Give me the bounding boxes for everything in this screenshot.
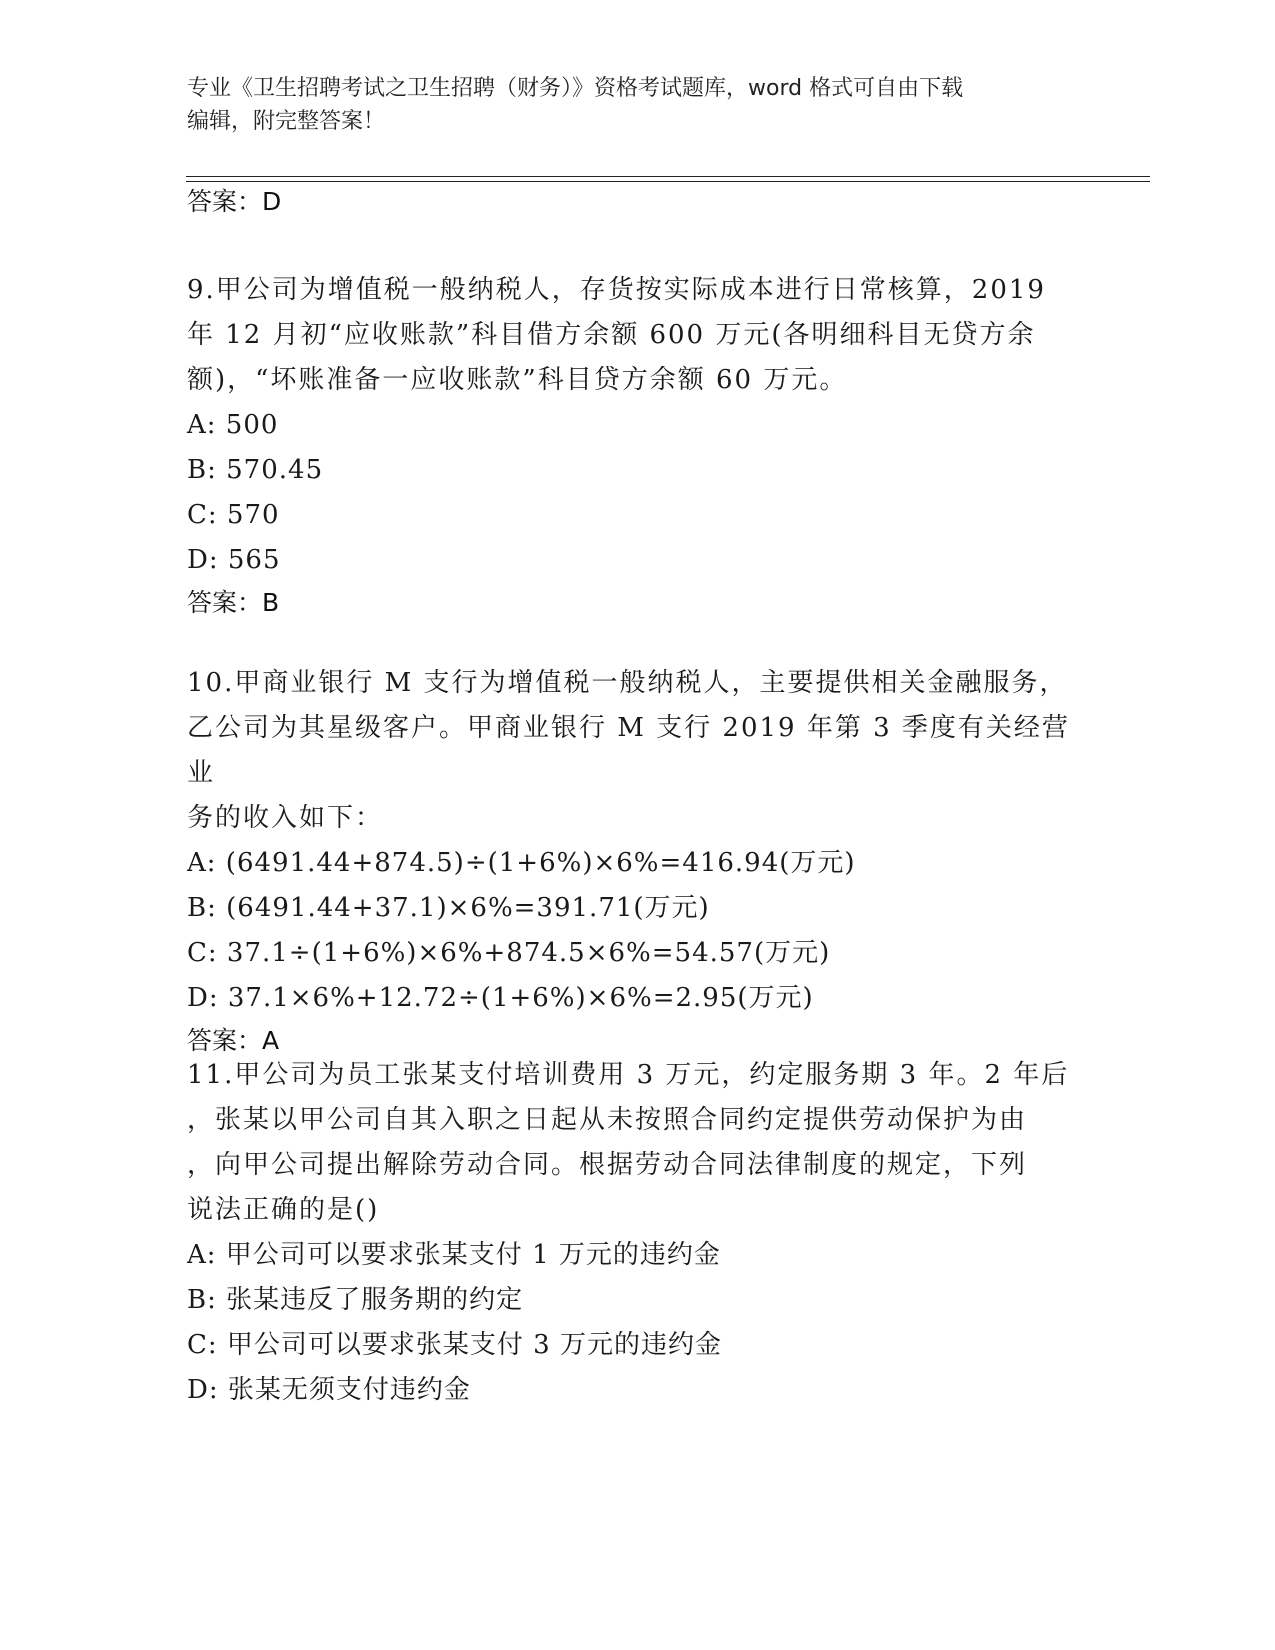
question-9-option-a: A: 500 (187, 410, 279, 440)
question-9-stem-line: 9.甲公司为增值税一般纳税人，存货按实际成本进行日常核算，2019 (187, 275, 1046, 305)
question-10-option-c: C: 37.1÷(1+6%)×6%+874.5×6%=54.57(万元) (187, 938, 831, 968)
header-divider (186, 176, 1150, 182)
question-11-option-d: D: 张某无须支付违约金 (187, 1375, 471, 1405)
header-line-2: 编辑，附完整答案！ (187, 109, 386, 134)
question-10-option-a: A: (6491.44+874.5)÷(1+6%)×6%=416.94(万元) (187, 848, 856, 878)
question-11-stem-line: ，张某以甲公司自其入职之日起从未按照合同约定提供劳动保护为由 (187, 1105, 1028, 1135)
question-11-stem-line: 说法正确的是() (187, 1195, 380, 1225)
question-11-option-a: A: 甲公司可以要求张某支付 1 万元的违约金 (187, 1240, 721, 1270)
question-9-stem-line: 额)，“坏账准备一应收账款”科目贷方余额 60 万元。 (187, 365, 848, 395)
question-11-stem-line: 11.甲公司为员工张某支付培训费用 3 万元，约定服务期 3 年。2 年后 (187, 1060, 1070, 1090)
question-10-answer: 答案：A (187, 1026, 280, 1055)
question-9-option-d: D: 565 (187, 545, 281, 575)
question-10-stem-line: 乙公司为其星级客户。甲商业银行 M 支行 2019 年第 3 季度有关经营业 (187, 713, 1070, 788)
question-10-stem-line: 务的收入如下： (187, 803, 384, 833)
question-10-option-b: B: (6491.44+37.1)×6%=391.71(万元) (187, 893, 710, 923)
question-9-answer: 答案：B (187, 588, 280, 617)
page-header (187, 72, 1087, 138)
question-9-option-c: C: 570 (187, 500, 280, 530)
question-10-stem-line: 10.甲商业银行 M 支行为增值税一般纳税人，主要提供相关金融服务， (187, 668, 1068, 698)
question-9-stem-line: 年 12 月初“应收账款”科目借方余额 600 万元(各明细科目无贷方余 (187, 320, 1036, 350)
question-9 (187, 268, 1087, 621)
question-10 (187, 661, 1087, 1059)
header-line-1: 专业《卫生招聘考试之卫生招聘（财务）》资格考试题库，word 格式可自由下载 (187, 76, 964, 101)
question-11-stem-line: ，向甲公司提出解除劳动合同。根据劳动合同法律制度的规定，下列 (187, 1150, 1028, 1180)
question-11-option-c: C: 甲公司可以要求张某支付 3 万元的违约金 (187, 1330, 722, 1360)
previous-answer-block (187, 184, 1087, 220)
question-10-option-d: D: 37.1×6%+12.72÷(1+6%)×6%=2.95(万元) (187, 983, 814, 1013)
question-9-option-b: B: 570.45 (187, 455, 324, 485)
question-11-option-b: B: 张某违反了服务期的约定 (187, 1285, 524, 1315)
question-11 (187, 1053, 1087, 1413)
previous-answer: 答案：D (187, 187, 282, 216)
